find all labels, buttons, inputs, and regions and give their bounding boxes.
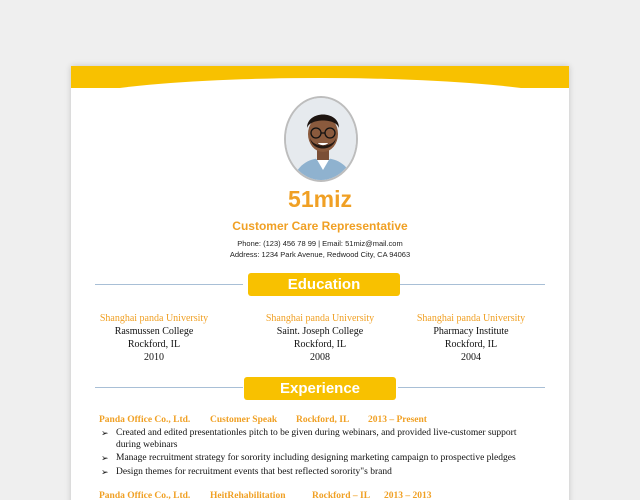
college-name: Pharmacy Institute (433, 326, 509, 337)
education-entry (79, 312, 229, 364)
experience-heading: Experience (244, 377, 396, 400)
graduation-year: 2004 (461, 352, 481, 363)
arrowhead-bullet-icon: ➢ (101, 453, 109, 463)
section-divider-right (400, 284, 545, 285)
education-entry (245, 312, 395, 364)
college-city: Rockford, IL (127, 339, 181, 350)
company-name: Panda Office Co., Ltd. (99, 415, 191, 425)
job-period: 2013 – Present (368, 415, 427, 425)
job-header (99, 491, 432, 500)
graduation-year: 2008 (310, 352, 330, 363)
job-period: 2013 – 2013 (384, 491, 432, 500)
job-role: HeitRehabilitation (210, 491, 286, 500)
college-city: Rockford, IL (444, 339, 498, 350)
profile-photo (284, 96, 358, 182)
job-role: Customer Speak (210, 415, 278, 425)
company-name: Panda Office Co., Ltd. (99, 491, 191, 500)
candidate-title: Customer Care Representative (232, 219, 408, 233)
job-duties-list (99, 428, 539, 480)
university-name: Shanghai panda University (99, 313, 209, 324)
section-divider-left (95, 387, 243, 388)
candidate-name: 51miz (288, 186, 352, 212)
college-name: Rasmussen College (114, 326, 194, 337)
education-entry (396, 312, 546, 364)
list-item (99, 453, 539, 465)
job-header (99, 415, 427, 425)
arrowhead-bullet-icon: ➢ (101, 428, 109, 438)
college-name: Saint. Joseph College (276, 326, 364, 337)
section-divider-right (398, 387, 545, 388)
college-city: Rockford, IL (293, 339, 347, 350)
contact-info: Phone: (123) 456 78 99 | Email: 51miz@mail.com (237, 239, 403, 248)
list-item (99, 467, 539, 479)
graduation-year: 2010 (144, 352, 164, 363)
duty-text: Design themes for recruitment events that best reflected sorority"s brand (116, 466, 392, 477)
resume-page (71, 66, 569, 500)
job-location: Rockford – IL (312, 491, 371, 500)
address-info: Address: 1234 Park Avenue, Redwood City, CA 94063 (229, 250, 411, 259)
list-item (99, 428, 539, 451)
duty-text: Created and edited presentationles pitch to be given during webinars, and provided live-customer support during webinars (116, 428, 517, 450)
university-name: Shanghai panda University (416, 313, 526, 324)
education-heading: Education (248, 273, 400, 296)
duty-text: Manage recruitment strategy for sorority including designing marketing campaign to prospective pledges (116, 453, 516, 463)
arrowhead-bullet-icon: ➢ (101, 466, 109, 477)
section-divider-left (95, 284, 243, 285)
job-location: Rockford, IL (296, 415, 350, 425)
university-name: Shanghai panda University (265, 313, 375, 324)
